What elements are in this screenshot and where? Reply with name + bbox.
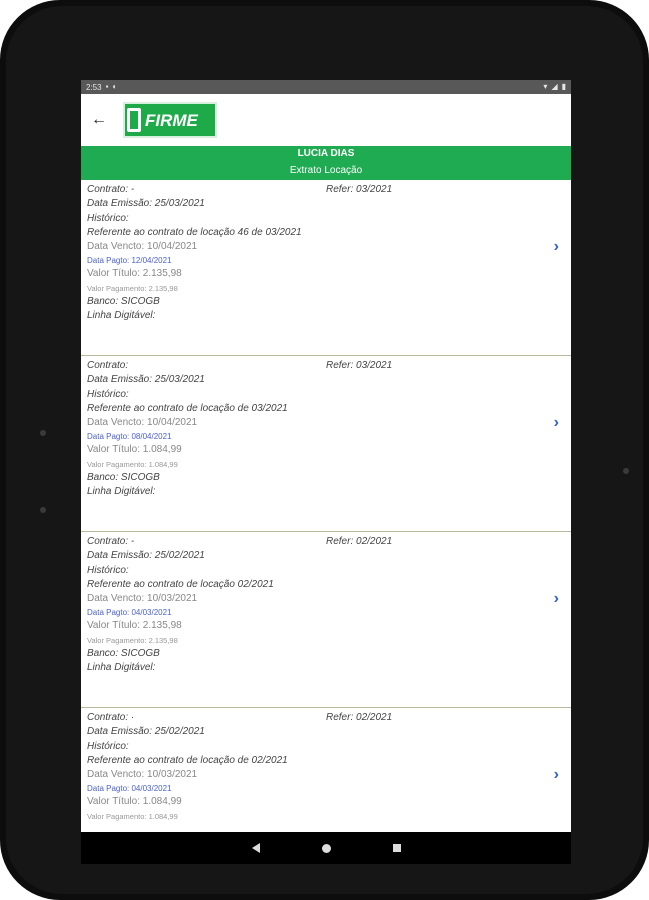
chevron-right-icon[interactable]: ›	[553, 238, 559, 255]
nav-home-icon[interactable]	[322, 844, 331, 853]
signal-icon: ◢	[551, 82, 558, 91]
due-date: Data Vencto: 10/03/2021	[87, 593, 198, 605]
payment-value: Valor Pagamento: 1.084,99	[87, 811, 178, 821]
statement-card[interactable]	[81, 356, 571, 532]
status-bar	[81, 80, 571, 94]
history-label: Histórico:	[87, 740, 129, 752]
side-sensor	[40, 430, 46, 436]
chevron-right-icon[interactable]: ›	[553, 590, 559, 607]
back-arrow-icon[interactable]: ←	[91, 111, 107, 128]
statement-list	[81, 180, 571, 864]
sync-icon: ◐	[112, 82, 118, 91]
reference-month: Refer: 03/2021	[326, 360, 393, 371]
statement-card[interactable]	[81, 532, 571, 708]
statement-card[interactable]	[81, 180, 571, 356]
reference-month: Refer: 02/2021	[326, 536, 393, 547]
history-text: Referente ao contrato de locação 02/2021	[87, 578, 274, 590]
digitable-line: Linha Digitável:	[87, 662, 156, 674]
due-date: Data Vencto: 10/04/2021	[87, 417, 198, 429]
lock-icon: ▪	[105, 82, 109, 91]
system-nav-bar	[81, 832, 571, 864]
payment-date: Data Pagto: 12/04/2021	[87, 256, 172, 266]
digitable-line: Linha Digitável:	[87, 310, 156, 322]
firme-logo	[123, 102, 217, 138]
logo-wordmark: FIRME	[145, 111, 198, 130]
contract-number: Contrato:	[87, 360, 129, 371]
history-label: Histórico:	[87, 212, 129, 224]
title-value: Valor Título: 2.135,98	[87, 620, 182, 632]
issue-date: Data Emissão: 25/02/2021	[87, 550, 205, 562]
chevron-right-icon[interactable]: ›	[553, 766, 559, 783]
wifi-icon: ▾	[543, 82, 548, 91]
contract-number: Contrato: -	[87, 184, 135, 195]
title-value: Valor Título: 2.135,98	[87, 268, 182, 280]
digitable-line: Linha Digitável:	[87, 486, 156, 498]
payment-date: Data Pagto: 04/03/2021	[87, 608, 172, 618]
payment-value: Valor Pagamento: 1.084,99	[87, 459, 178, 469]
battery-icon: ▮	[561, 82, 566, 91]
history-text: Referente ao contrato de locação 46 de 03/2021	[87, 226, 302, 238]
issue-date: Data Emissão: 25/03/2021	[87, 374, 205, 386]
due-date: Data Vencto: 10/04/2021	[87, 241, 198, 253]
customer-name: LUCIA DIAS	[297, 148, 355, 159]
payment-value: Valor Pagamento: 2.135,98	[87, 283, 178, 293]
history-label: Histórico:	[87, 564, 129, 576]
title-value: Valor Título: 1.084,99	[87, 444, 182, 456]
payment-date: Data Pagto: 08/04/2021	[87, 432, 172, 442]
bank: Banco: SICOGB	[87, 471, 160, 483]
nav-back-icon[interactable]	[252, 843, 260, 853]
page-subtitle: Extrato Locação	[289, 165, 363, 176]
issue-date: Data Emissão: 25/03/2021	[87, 198, 205, 210]
reference-month: Refer: 02/2021	[326, 712, 393, 723]
contract-number: Contrato: -	[87, 536, 135, 547]
history-label: Histórico:	[87, 388, 129, 400]
bank: Banco: SICOGB	[87, 647, 160, 659]
payment-value: Valor Pagamento: 2.135,98	[87, 635, 178, 645]
bank: Banco: SICOGB	[87, 295, 160, 307]
nav-recents-icon[interactable]	[393, 844, 401, 852]
title-value: Valor Título: 1.084,99	[87, 796, 182, 808]
customer-banner	[81, 146, 571, 180]
issue-date: Data Emissão: 25/02/2021	[87, 726, 205, 738]
due-date: Data Vencto: 10/03/2021	[87, 769, 198, 781]
status-time: 2:53	[86, 82, 102, 92]
contract-number: Contrato: ·	[87, 712, 135, 723]
history-text: Referente ao contrato de locação de 02/2021	[87, 754, 288, 766]
chevron-right-icon[interactable]: ›	[553, 414, 559, 431]
reference-month: Refer: 03/2021	[326, 184, 393, 195]
firme-logo-graphic	[125, 104, 215, 136]
payment-date: Data Pagto: 04/03/2021	[87, 784, 172, 794]
app-bar	[81, 94, 571, 146]
side-sensor	[40, 507, 46, 513]
history-text: Referente ao contrato de locação de 03/2021	[87, 402, 288, 414]
front-camera	[623, 468, 629, 474]
app-screen	[81, 80, 571, 864]
